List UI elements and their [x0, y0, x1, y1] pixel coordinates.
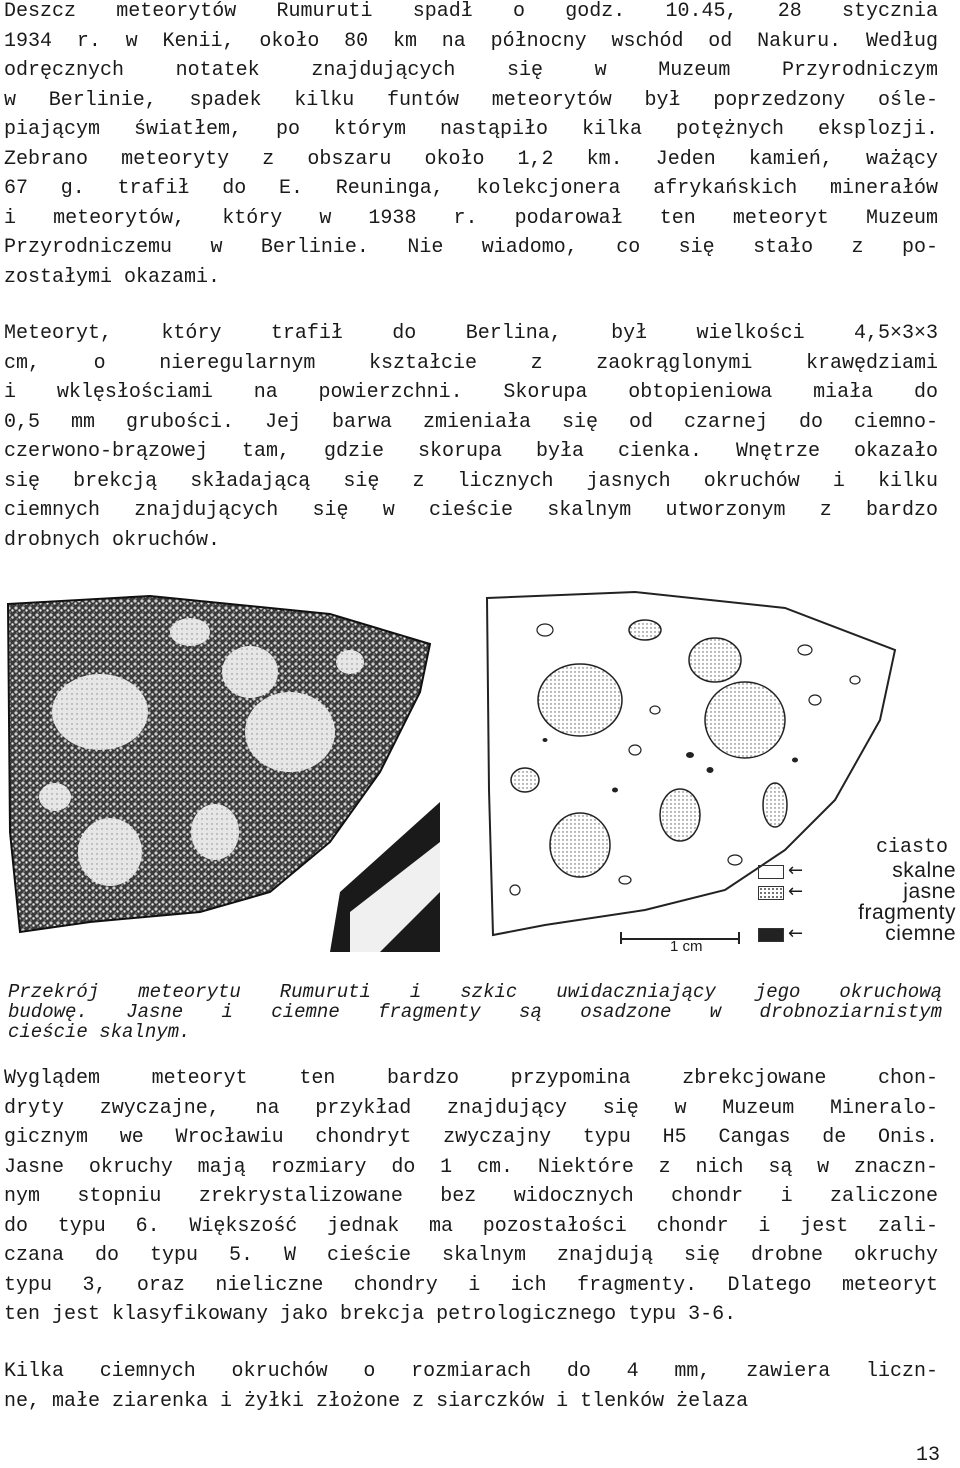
photo-light-clast — [336, 650, 364, 674]
sketch-light-clast — [511, 768, 539, 792]
sketch-small-clast — [798, 645, 812, 655]
sketch-light-clast — [550, 813, 610, 877]
text-line: Jasne okruchy mają rozmiary do 1 cm. Niektóre z nich są w znaczn- — [4, 1155, 938, 1179]
paragraph-dark-clasts — [4, 1357, 938, 1416]
meteorite-photo — [0, 592, 440, 952]
text-line: 67 g. trafił do E. Reuninga, kolekcjonera afrykańskich minerałów — [4, 177, 938, 200]
figure-caption — [8, 982, 942, 1042]
sketch-dark-clast — [686, 752, 694, 758]
text-line: typu 3, oraz nieliczne chondry i ich fragmenty. Dlatego meteoryt — [4, 1273, 938, 1297]
sketch-dark-clast — [707, 767, 714, 773]
sketch-light-clast — [538, 664, 622, 736]
text-line: gicznym we Wrocławiu chondryt zwyczajny typu H5 Cangas de Onis. — [4, 1126, 938, 1149]
text-line: Zebrano meteoryty z obszaru około 1,2 km. Jeden kamień, ważący — [4, 147, 938, 171]
text-line: w Berlinie, spadek kilku funtów meteorytów był poprzedzony ośle- — [4, 88, 938, 112]
photo-light-clast — [39, 783, 71, 811]
photo-light-clast — [78, 818, 142, 886]
text-line: Deszcz meteorytów Rumuruti spadł o godz. 10.45, 28 stycznia — [4, 0, 938, 23]
text-line: do typu 6. Większość jednak ma pozostałości chondr i jest zali- — [4, 1214, 938, 1238]
sketch-small-clast — [809, 695, 821, 705]
paragraph-classification — [4, 1064, 938, 1330]
text-line: cm, o nieregularnym kształcie z zaokrąglonymi krawędziami — [4, 351, 938, 375]
scale-bar — [620, 926, 744, 960]
sketch-light-clast — [660, 789, 700, 841]
text-line: i wklęsłościami na powierzchni. Skorupa obtopieniowa miała do — [4, 381, 938, 404]
legend-swatch-dotted — [758, 886, 784, 900]
text-line: Kilka ciemnych okruchów o rozmiarach do 4 mm, zawiera liczn- — [4, 1360, 938, 1383]
legend-swatch-empty — [758, 865, 784, 879]
figure-legend — [756, 860, 960, 944]
photo-light-clast — [222, 646, 278, 698]
legend-row — [756, 881, 960, 903]
text-line: się brekcją składającą się z licznych jasnych okruchów i kilku — [4, 469, 938, 493]
sketch-small-clast — [850, 676, 860, 684]
text-line: dryty zwyczajne, na przykład znajdujący się w Muzeum Mineralo- — [4, 1096, 938, 1120]
sketch-small-clast — [629, 745, 641, 755]
legend-swatch-dark — [758, 928, 784, 942]
scale-label: 1 cm — [670, 938, 703, 955]
photo-light-clast — [245, 692, 335, 772]
text-line: piającym światłem, po którym nastąpiło kilka potężnych eksplozji. — [4, 118, 938, 141]
text-line: Meteoryt, który trafił do Berlina, był wielkości 4,5×3×3 — [4, 322, 938, 345]
text-line: nym stopniu zrekrystalizowane bez widocznych chondr i zaliczone — [4, 1185, 938, 1208]
sketch-small-clast — [728, 855, 742, 865]
legend-row — [756, 860, 960, 882]
text-line: ne, małe ziarenka i żyłki złożone z siarczków i tlenków żelaza — [4, 1389, 749, 1413]
sketch-small-clast — [650, 706, 660, 714]
legend-label: skalne — [892, 859, 956, 882]
text-line: Przyrodniczemu w Berlinie. Nie wiadomo, co się stało z po- — [4, 236, 938, 259]
sketch-light-clast — [705, 682, 785, 758]
photo-light-clast — [52, 674, 148, 750]
text-line: odręcznych notatek znajdujących się w Muzeum Przyrodniczym — [4, 59, 938, 82]
arrow-left-icon: ← — [788, 860, 804, 881]
text-line: 1934 r. w Kenii, około 80 km na północny wschód od Nakuru. Według — [4, 29, 938, 53]
text-line: czerwono-brązowej tam, gdzie skorupa była cienka. Wnętrze okazało — [4, 440, 938, 463]
text-line: i meteorytów, który w 1938 r. podarował ten meteoryt Muzeum — [4, 206, 938, 230]
legend-label: jasne — [903, 880, 956, 903]
sketch-light-clast — [629, 620, 661, 640]
arrow-left-icon: ← — [788, 881, 804, 902]
sketch-light-clast — [689, 638, 741, 682]
text-line: 0,5 mm grubości. Jej barwa zmieniała się od czarnej do ciemno- — [4, 410, 938, 434]
page-number: 13 — [915, 1444, 940, 1467]
photo-light-clast — [191, 804, 239, 860]
caption-line: Przekrój meteorytu Rumuruti i szkic uwidaczniający jego okruchową — [8, 981, 942, 1003]
paragraph-description — [4, 319, 938, 555]
scale-tick — [738, 932, 740, 944]
text-line: drobnych okruchów. — [4, 528, 221, 552]
caption-line: budowę. Jasne i ciemne fragmenty są osadzone w drobnoziarnistym — [8, 1001, 942, 1023]
legend-title: ciasto — [876, 836, 949, 859]
sketch-dark-clast — [792, 758, 798, 763]
caption-line: cieście skalnym. — [8, 1021, 191, 1043]
sketch-light-clast — [763, 783, 787, 827]
text-line: Wyglądem meteoryt ten bardzo przypomina zbrekcjowane chon- — [4, 1067, 938, 1090]
legend-label: ciemne — [885, 922, 956, 945]
sketch-dark-clast — [612, 788, 618, 793]
text-line: zostałymi okazami. — [4, 265, 221, 289]
photo-light-clast — [170, 618, 210, 646]
text-line: ten jest klasyfikowany jako brekcja petrologicznego typu 3-6. — [4, 1303, 737, 1326]
legend-row — [756, 902, 960, 924]
text-line: czana do typu 5. W cieście skalnym znajdują się drobne okruchy — [4, 1244, 938, 1267]
sketch-small-clast — [510, 885, 520, 895]
sketch-small-clast — [619, 876, 631, 884]
legend-row — [756, 923, 960, 945]
text-line: ciemnych znajdujących się w cieście skalnym utworzonym z bardzo — [4, 499, 938, 522]
paragraph-fall-history — [4, 0, 938, 292]
arrow-left-icon: ← — [788, 923, 804, 944]
sketch-small-clast — [537, 624, 553, 636]
legend-label: fragmenty — [858, 901, 956, 924]
sketch-dark-clast — [543, 738, 548, 742]
